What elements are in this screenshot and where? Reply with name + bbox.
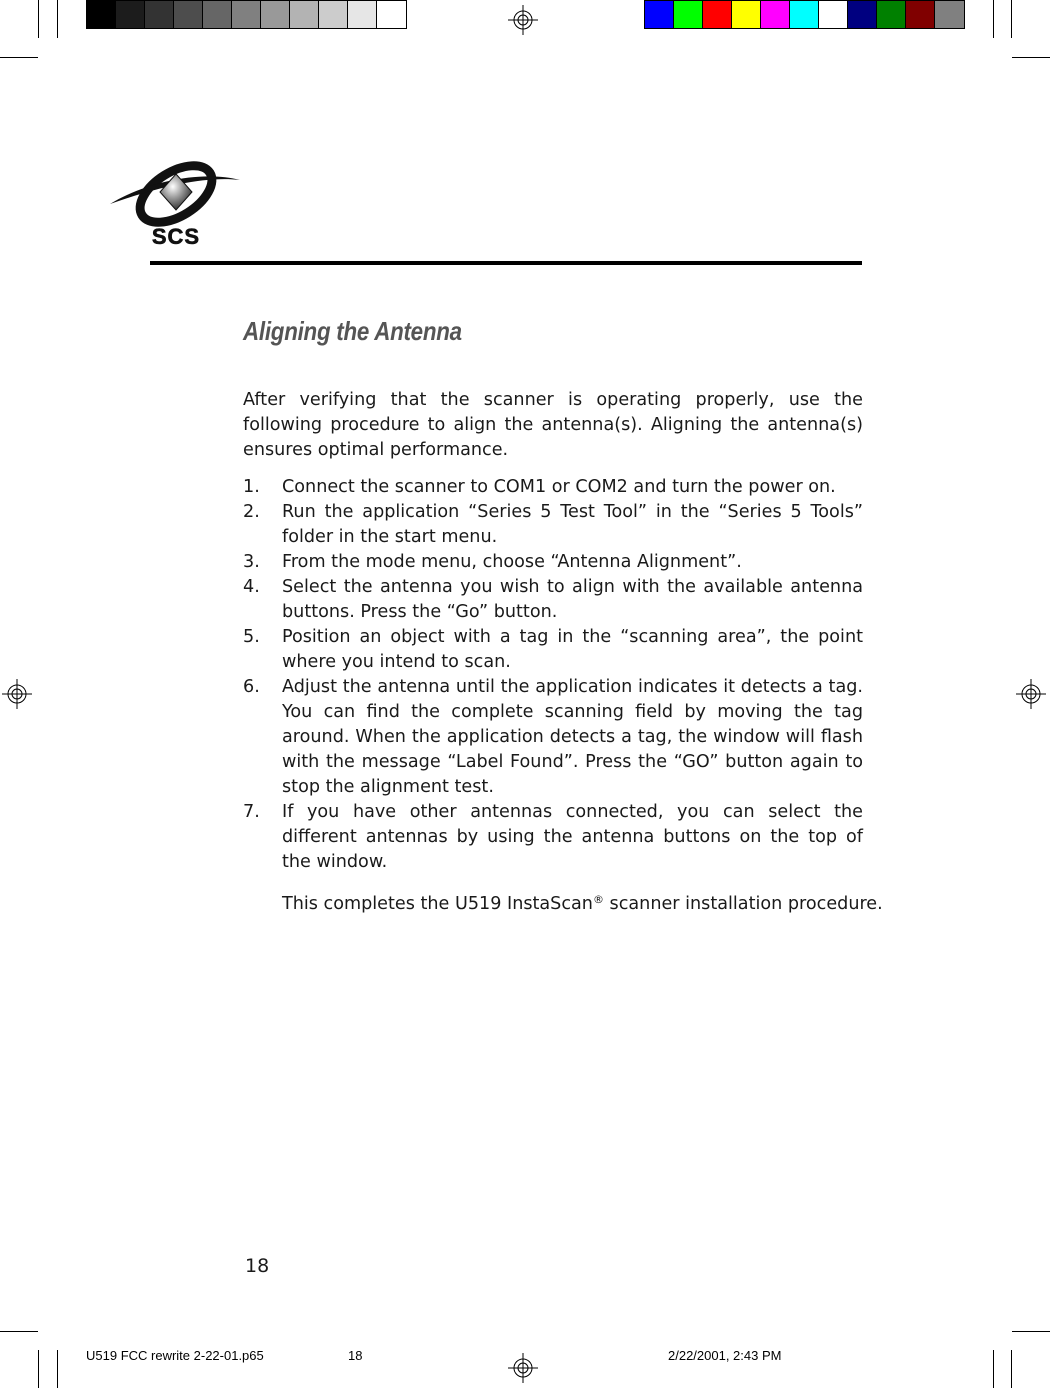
list-item: 7. If you have other antennas connected, you can select the different antennas by using the antenna buttons on the top of the window. xyxy=(243,802,863,872)
list-item: 6. Adjust the antenna until the application indicates it detects a tag. You can find the complete scanning field by moving the tag around. When the application detects a tag, the window will flash with the message “Label Found”. Press the “GO” button again to stop the alignment test. xyxy=(243,677,863,797)
slug-page: 18 xyxy=(348,1348,363,1363)
crop-mark xyxy=(1012,57,1050,58)
color-swatch xyxy=(703,1,732,28)
color-swatch xyxy=(645,1,674,28)
color-swatch xyxy=(906,1,935,28)
crop-mark xyxy=(993,1350,994,1388)
color-swatch xyxy=(848,1,877,28)
grayscale-color-bar xyxy=(86,0,407,29)
list-item: 2. Run the application “Series 5 Test Tool” in the “Series 5 Tools” folder in the start menu. xyxy=(243,502,863,547)
crop-mark xyxy=(57,0,58,38)
color-swatch xyxy=(732,1,761,28)
registration-mark-icon xyxy=(508,1353,538,1383)
process-color-bar xyxy=(644,0,965,29)
color-swatch xyxy=(761,1,790,28)
color-swatch xyxy=(290,1,319,28)
color-swatch xyxy=(174,1,203,28)
list-item: 1. Connect the scanner to COM1 or COM2 and turn the power on. xyxy=(243,477,836,497)
slug-date: 2/22/2001, 2:43 PM xyxy=(668,1348,782,1363)
list-item: 5. Position an object with a tag in the “scanning area”, the point where you intend to scan. xyxy=(243,627,863,672)
color-swatch xyxy=(819,1,848,28)
registered-mark: ® xyxy=(592,893,604,906)
crop-mark xyxy=(1011,0,1012,38)
crop-mark xyxy=(38,1350,39,1388)
color-swatch xyxy=(674,1,703,28)
crop-mark xyxy=(0,57,38,58)
color-swatch xyxy=(261,1,290,28)
list-item: 4. Select the antenna you wish to align with the available antenna buttons. Press the “Go” button. xyxy=(243,577,863,622)
logo-text: SCS xyxy=(151,224,201,249)
scs-logo-icon xyxy=(106,152,246,252)
list-item: 3. From the mode menu, choose “Antenna Alignment”. xyxy=(243,552,742,572)
crop-mark xyxy=(1012,1331,1050,1332)
color-swatch xyxy=(116,1,145,28)
color-swatch xyxy=(790,1,819,28)
registration-mark-icon xyxy=(2,679,32,709)
color-swatch xyxy=(319,1,348,28)
crop-mark xyxy=(1011,1350,1012,1388)
registration-mark-icon xyxy=(508,5,538,35)
crop-mark xyxy=(0,1331,38,1332)
header-rule xyxy=(150,261,862,265)
color-swatch xyxy=(232,1,261,28)
closing-paragraph: This completes the U519 InstaScan® scanner installation procedure. xyxy=(282,893,883,914)
crop-mark xyxy=(993,0,994,38)
color-swatch xyxy=(377,1,406,28)
slug-filename: U519 FCC rewrite 2-22-01.p65 xyxy=(86,1348,264,1363)
registration-mark-icon xyxy=(1016,679,1046,709)
section-title: Aligning the Antenna xyxy=(243,316,462,346)
page-number: 18 xyxy=(245,1255,270,1277)
crop-mark xyxy=(57,1350,58,1388)
color-swatch xyxy=(348,1,377,28)
procedure-steps xyxy=(243,475,863,875)
intro-paragraph: After verifying that the scanner is operating properly, use the following procedure to align the antenna(s). Aligning the antenna(s) ensures optimal performance. xyxy=(243,390,863,460)
section-body xyxy=(243,388,883,917)
color-swatch xyxy=(145,1,174,28)
color-swatch xyxy=(935,1,964,28)
crop-mark xyxy=(38,0,39,38)
color-swatch xyxy=(877,1,906,28)
color-swatch xyxy=(87,1,116,28)
color-swatch xyxy=(203,1,232,28)
